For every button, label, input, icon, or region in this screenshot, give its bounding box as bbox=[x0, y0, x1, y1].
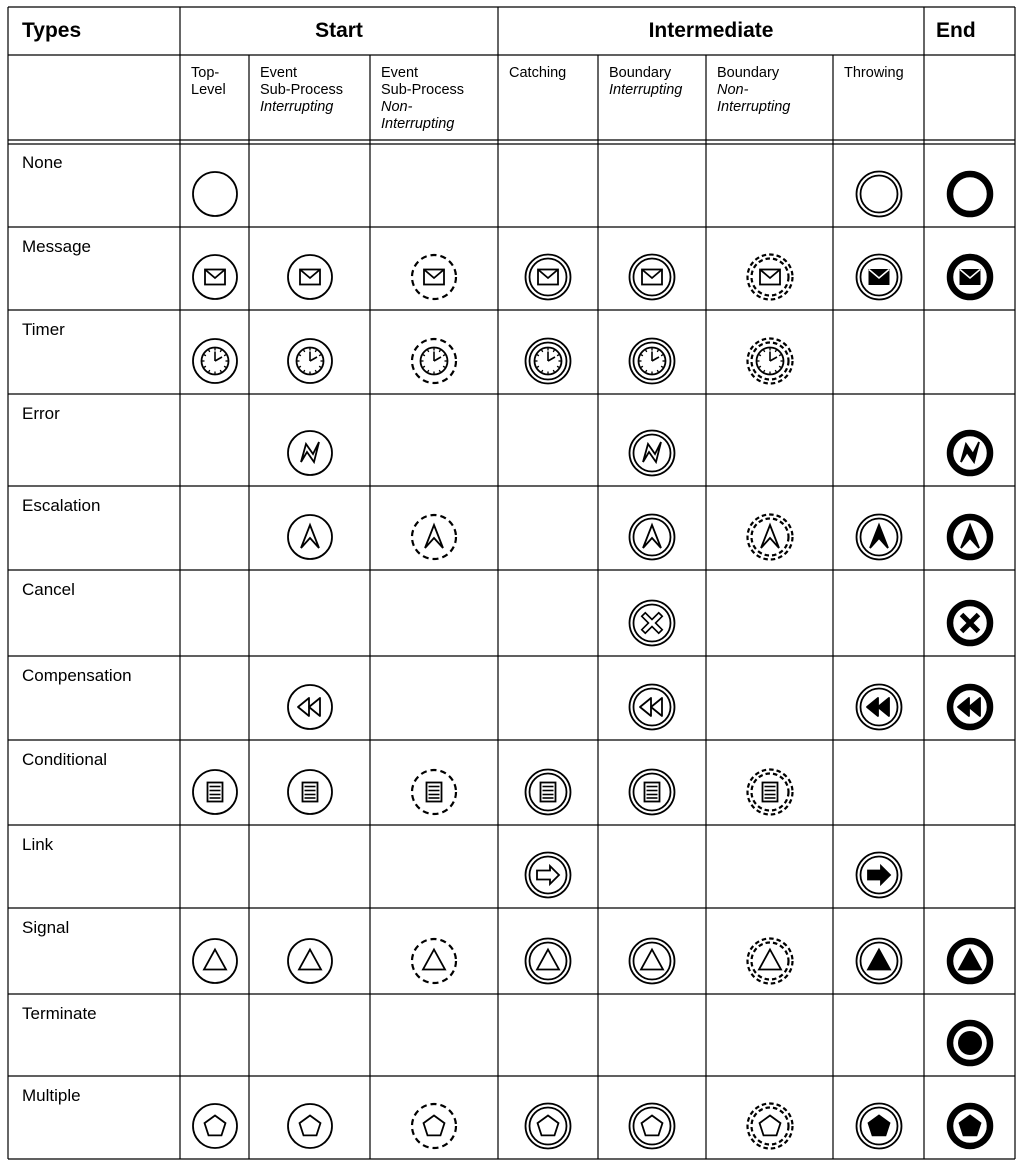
subheader-catching bbox=[509, 65, 566, 82]
signal-throwing-icon bbox=[855, 937, 903, 985]
header-types: Types bbox=[22, 19, 82, 42]
row-label-cancel: Cancel bbox=[22, 580, 75, 599]
message-event_subprocess_non_interrupting-icon bbox=[410, 253, 458, 301]
multiple-catching-icon bbox=[524, 1102, 572, 1150]
subheader-line: Boundary bbox=[717, 65, 780, 81]
timer-catching-icon bbox=[524, 337, 572, 385]
escalation-end-icon bbox=[946, 513, 994, 561]
message-throwing-icon bbox=[855, 253, 903, 301]
error-boundary_interrupting-icon bbox=[628, 429, 676, 477]
row-label-compensation: Compensation bbox=[22, 666, 132, 685]
cancel-end-icon bbox=[946, 599, 994, 647]
conditional-catching-icon bbox=[524, 768, 572, 816]
signal-catching-icon bbox=[524, 937, 572, 985]
none-throwing-icon bbox=[855, 170, 903, 218]
error-event_subprocess_interrupting-icon bbox=[286, 429, 334, 477]
subheader-line: Event bbox=[381, 65, 419, 81]
signal-event_subprocess_non_interrupting-icon bbox=[410, 937, 458, 985]
row-label-message: Message bbox=[22, 237, 91, 256]
link-catching-icon bbox=[524, 851, 572, 899]
conditional-boundary_interrupting-icon bbox=[628, 768, 676, 816]
signal-end-icon bbox=[946, 937, 994, 985]
escalation-boundary_non_interrupting-icon bbox=[746, 513, 794, 561]
subheader-line: Top- bbox=[191, 65, 220, 81]
multiple-throwing-icon bbox=[855, 1102, 903, 1150]
subheader-line: Sub-Process bbox=[260, 82, 344, 98]
subheader-top_level bbox=[191, 65, 226, 99]
compensation-throwing-icon bbox=[855, 683, 903, 731]
conditional-event_subprocess_non_interrupting-icon bbox=[410, 768, 458, 816]
multiple-boundary_interrupting-icon bbox=[628, 1102, 676, 1150]
row-label-terminate: Terminate bbox=[22, 1004, 97, 1023]
message-catching-icon bbox=[524, 253, 572, 301]
timer-top_level-icon bbox=[191, 337, 239, 385]
subheader-event_subprocess_non_interrupting bbox=[381, 65, 464, 133]
timer-event_subprocess_non_interrupting-icon bbox=[410, 337, 458, 385]
subheader-line: Interrupting bbox=[260, 99, 334, 115]
timer-event_subprocess_interrupting-icon bbox=[286, 337, 334, 385]
none-end-icon bbox=[946, 170, 994, 218]
compensation-event_subprocess_interrupting-icon bbox=[286, 683, 334, 731]
multiple-boundary_non_interrupting-icon bbox=[746, 1102, 794, 1150]
escalation-throwing-icon bbox=[855, 513, 903, 561]
subheader-throwing bbox=[844, 65, 904, 82]
message-boundary_interrupting-icon bbox=[628, 253, 676, 301]
signal-boundary_non_interrupting-icon bbox=[746, 937, 794, 985]
signal-event_subprocess_interrupting-icon bbox=[286, 937, 334, 985]
row-label-link: Link bbox=[22, 835, 54, 854]
subheader-line: Interrupting bbox=[381, 116, 455, 132]
row-label-conditional: Conditional bbox=[22, 750, 108, 769]
none-top_level-icon bbox=[191, 170, 239, 218]
conditional-event_subprocess_interrupting-icon bbox=[286, 768, 334, 816]
cancel-boundary_interrupting-icon bbox=[628, 599, 676, 647]
row-label-multiple: Multiple bbox=[22, 1086, 81, 1105]
escalation-event_subprocess_interrupting-icon bbox=[286, 513, 334, 561]
escalation-event_subprocess_non_interrupting-icon bbox=[410, 513, 458, 561]
error-end-icon bbox=[946, 429, 994, 477]
escalation-boundary_interrupting-icon bbox=[628, 513, 676, 561]
subheader-boundary_interrupting bbox=[609, 65, 682, 99]
signal-boundary_interrupting-icon bbox=[628, 937, 676, 985]
row-label-none: None bbox=[22, 153, 63, 172]
header-end: End bbox=[936, 19, 976, 42]
subheader-line: Interrupting bbox=[609, 82, 683, 98]
subheader-line: Sub-Process bbox=[381, 82, 465, 98]
row-label-signal: Signal bbox=[22, 918, 70, 937]
subheader-boundary_non_interrupting bbox=[717, 65, 790, 116]
compensation-end-icon bbox=[946, 683, 994, 731]
conditional-top_level-icon bbox=[191, 768, 239, 816]
subheader-line: Catching bbox=[509, 65, 567, 81]
multiple-event_subprocess_non_interrupting-icon bbox=[410, 1102, 458, 1150]
multiple-top_level-icon bbox=[191, 1102, 239, 1150]
subheader-line: Event bbox=[260, 65, 298, 81]
signal-top_level-icon bbox=[191, 937, 239, 985]
message-event_subprocess_interrupting-icon bbox=[286, 253, 334, 301]
header-start: Start bbox=[315, 19, 363, 42]
header-intermediate: Intermediate bbox=[648, 19, 774, 42]
timer-boundary_interrupting-icon bbox=[628, 337, 676, 385]
timer-boundary_non_interrupting-icon bbox=[746, 337, 794, 385]
row-label-error: Error bbox=[22, 404, 60, 423]
subheader-line: Boundary bbox=[609, 65, 672, 81]
multiple-end-icon bbox=[946, 1102, 994, 1150]
row-label-timer: Timer bbox=[22, 320, 65, 339]
row-label-escalation: Escalation bbox=[22, 496, 101, 515]
multiple-event_subprocess_interrupting-icon bbox=[286, 1102, 334, 1150]
subheader-event_subprocess_interrupting bbox=[260, 65, 343, 116]
message-boundary_non_interrupting-icon bbox=[746, 253, 794, 301]
terminate-end-icon bbox=[946, 1019, 994, 1067]
conditional-boundary_non_interrupting-icon bbox=[746, 768, 794, 816]
subheader-line: Level bbox=[191, 82, 226, 98]
subheader-line: Interrupting bbox=[717, 99, 791, 115]
subheader-line: Non- bbox=[717, 82, 749, 98]
subheader-line: Non- bbox=[381, 99, 413, 115]
subheader-line: Throwing bbox=[844, 65, 904, 81]
message-end-icon bbox=[946, 253, 994, 301]
compensation-boundary_interrupting-icon bbox=[628, 683, 676, 731]
message-top_level-icon bbox=[191, 253, 239, 301]
link-throwing-icon bbox=[855, 851, 903, 899]
